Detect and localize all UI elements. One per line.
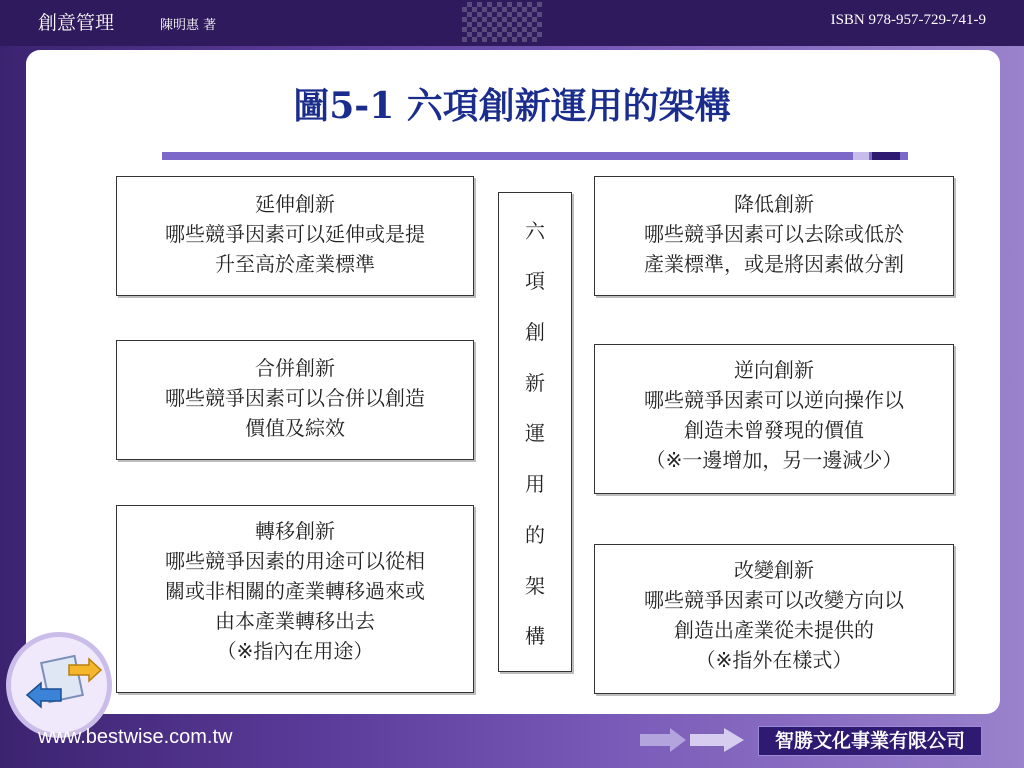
publisher-badge: 智勝文化事業有限公司 — [758, 726, 982, 756]
double-arrow-icon — [640, 726, 750, 754]
box-line: 由本產業轉移出去 — [215, 609, 375, 633]
center-char: 架 — [525, 573, 545, 598]
box-line: 哪些競爭因素可以去除或低於 — [644, 222, 904, 246]
box-extend-innovation — [116, 176, 474, 296]
box-line: 價值及綜效 — [245, 416, 345, 440]
footer-url[interactable]: www.bestwise.com.tw — [38, 726, 233, 748]
box-heading: 合併創新 — [255, 356, 335, 380]
box-line: （※一邊增加，另一邊減少） — [645, 448, 903, 472]
box-reverse-innovation — [594, 344, 954, 494]
title-underline — [162, 152, 908, 160]
box-line: 產業標準，或是將因素做分割 — [644, 252, 904, 276]
course-title: 創意管理 — [38, 12, 115, 34]
box-change-innovation — [594, 544, 954, 694]
box-heading: 改變創新 — [734, 558, 814, 582]
center-char: 運 — [525, 421, 545, 446]
back-forward-arrows-icon[interactable] — [6, 632, 112, 738]
box-line: （※指外在樣式） — [695, 648, 853, 672]
box-line: 創造出產業從未提供的 — [674, 618, 874, 642]
isbn-text: ISBN 978-957-729-741-9 — [830, 12, 986, 28]
box-merge-innovation — [116, 340, 474, 460]
box-heading: 轉移創新 — [255, 519, 335, 543]
box-line: 哪些競爭因素可以延伸或是提 — [165, 222, 425, 246]
slide-title: 圖5-1 六項創新運用的架構 — [293, 85, 731, 127]
box-heading: 逆向創新 — [734, 358, 814, 382]
center-char: 創 — [525, 320, 545, 345]
box-line: 哪些競爭因素可以合併以創造 — [165, 386, 425, 410]
box-line: 創造未曾發現的價值 — [684, 418, 864, 442]
title-underline-accent-light — [853, 152, 869, 160]
checker-pattern — [462, 2, 542, 42]
title-underline-accent-dark — [872, 152, 900, 160]
box-line: 哪些競爭因素的用途可以從相 — [165, 549, 425, 573]
center-char: 的 — [525, 522, 545, 547]
box-line: 哪些競爭因素可以改變方向以 — [644, 588, 904, 612]
center-char: 新 — [525, 370, 545, 395]
box-heading: 延伸創新 — [255, 192, 335, 216]
center-char: 六 — [525, 218, 545, 243]
center-char: 用 — [525, 472, 545, 497]
center-label-box — [498, 192, 572, 672]
box-transfer-innovation — [116, 505, 474, 693]
center-char: 構 — [525, 624, 545, 649]
box-heading: 降低創新 — [734, 192, 814, 216]
box-reduce-innovation — [594, 176, 954, 296]
box-line: （※指內在用途） — [216, 639, 374, 663]
center-char: 項 — [525, 269, 545, 294]
box-line: 升至高於產業標準 — [215, 252, 375, 276]
box-line: 哪些競爭因素可以逆向操作以 — [644, 388, 904, 412]
box-line: 關或非相關的產業轉移過來或 — [165, 579, 425, 603]
author-name: 陳明惠 著 — [160, 18, 217, 33]
nav-arrows-svg — [11, 637, 107, 733]
